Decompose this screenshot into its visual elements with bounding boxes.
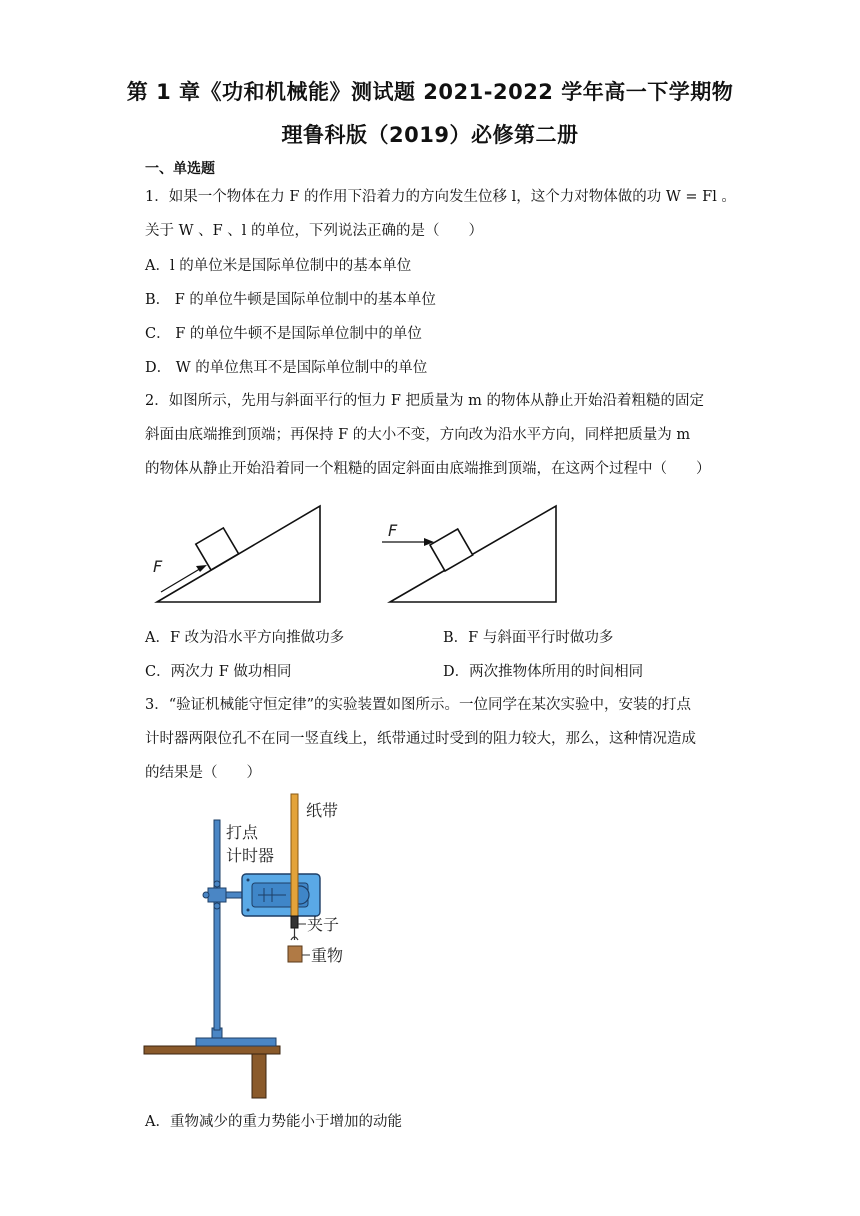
q3-option-a: A．重物减少的重力势能小于增加的动能 [145, 1114, 402, 1130]
stand-clamp [208, 888, 226, 902]
stand-base [196, 1038, 276, 1046]
title-line-2: 理鲁科版（2019）必修第二册 [281, 123, 579, 147]
q2-option-b: B．F 与斜面平行时做功多 [443, 630, 614, 646]
q1-option-b: B． F 的单位牛顿是国际单位制中的基本单位 [145, 292, 436, 308]
q1-stem-line-1: 1．如果一个物体在力 F 的作用下沿着力的方向发生位移 l，这个力对物体做的功 W = Fl 。 [145, 189, 736, 205]
q2-stem-line-3: 的物体从静止开始沿着同一个粗糙的固定斜面由底端推到顶端，在这两个过程中（ ） [145, 461, 711, 477]
q1-option-d: D． W 的单位焦耳不是国际单位制中的单位 [145, 360, 428, 376]
force-arrowhead-left [196, 565, 207, 572]
apparatus-figure [140, 788, 380, 1100]
stand-rod [214, 820, 220, 1030]
clip [291, 916, 298, 928]
incline-figure-left [145, 500, 335, 610]
label-timer-1: 打点 [226, 823, 259, 842]
q1-option-c: C． F 的单位牛顿不是国际单位制中的单位 [145, 326, 422, 342]
section-heading: 一、单选题 [145, 161, 215, 177]
table-leg [252, 1054, 266, 1098]
label-timer-2: 计时器 [226, 846, 275, 865]
label-tape: 纸带 [306, 801, 339, 820]
label-clip: 夹子 [307, 915, 340, 934]
weight [288, 946, 302, 962]
q3-stem-line-1: 3．“验证机械能守恒定律”的实验装置如图所示。一位同学在某次实验中，安装的打点 [145, 697, 692, 713]
q2-option-d: D．两次推物体所用的时间相同 [443, 664, 644, 680]
q1-stem-line-2: 关于 W 、F 、l 的单位，下列说法正确的是（ ） [145, 223, 484, 239]
q2-stem-line-1: 2．如图所示，先用与斜面平行的恒力 F 把质量为 m 的物体从静止开始沿着粗糙的固定 [145, 393, 704, 409]
paper-tape [291, 794, 298, 916]
table-top [144, 1046, 280, 1054]
force-label-right: F [388, 521, 398, 540]
incline-figure-right [378, 500, 568, 610]
q2-stem-line-2: 斜面由底端推到顶端；再保持 F 的大小不变，方向改为沿水平方向，同样把质量为 m [145, 427, 691, 443]
q3-stem-line-2: 计时器两限位孔不在同一竖直线上，纸带通过时受到的阻力较大，那么，这种情况造成 [145, 731, 696, 747]
block-right [430, 529, 473, 571]
force-label-left: F [153, 557, 163, 576]
q1-option-a: A．l 的单位米是国际单位制中的基本单位 [145, 258, 412, 274]
q3-stem-line-3: 的结果是（ ） [145, 765, 261, 781]
title-line-1: 第 1 章《功和机械能》测试题 2021-2022 学年高一下学期物 [126, 80, 734, 104]
q2-option-c: C．两次力 F 做功相同 [145, 664, 292, 680]
label-weight: 重物 [311, 946, 344, 965]
block-left [196, 528, 239, 570]
q2-option-a: A．F 改为沿水平方向推做功多 [145, 630, 345, 646]
